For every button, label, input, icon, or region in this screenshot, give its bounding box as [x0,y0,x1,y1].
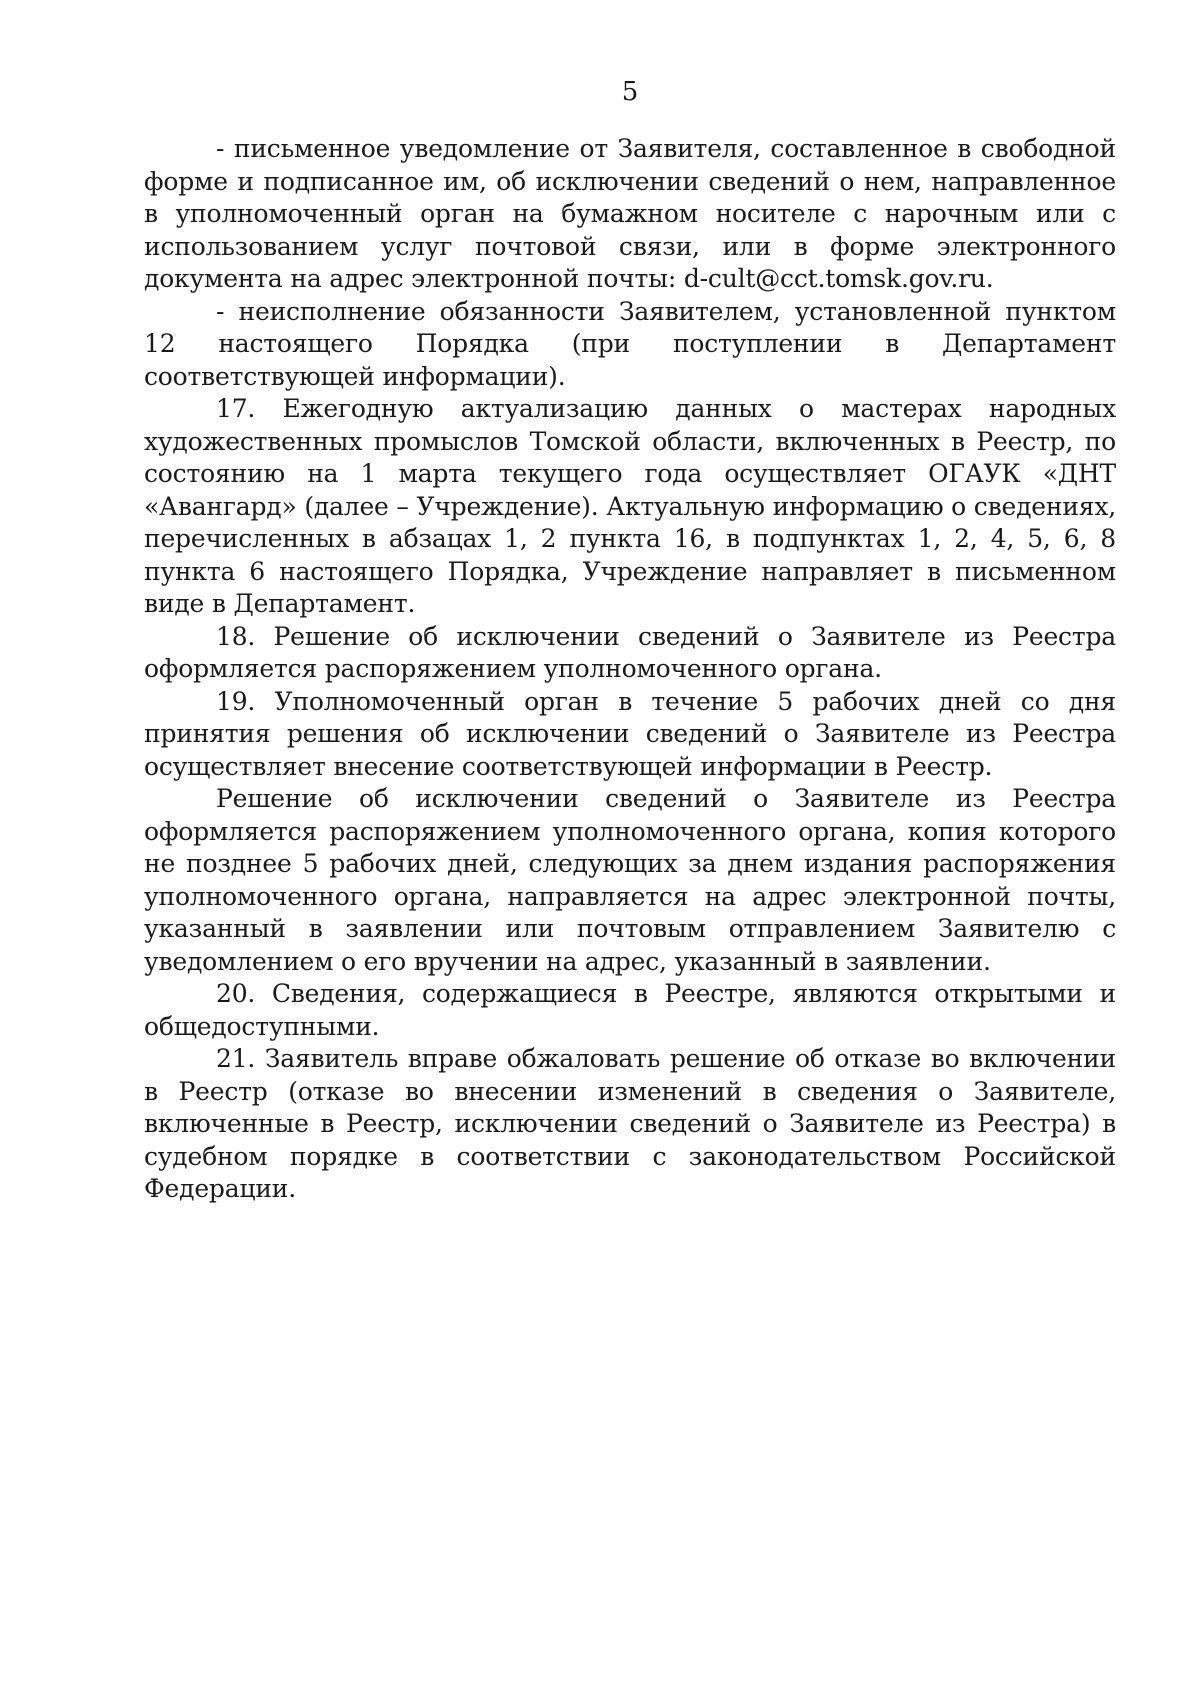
paragraph-decision-copy: Решение об исключении сведений о Заявителе из Реестра оформляется распоряжением уполномоченного органа, копия которого не позднее 5 рабочих дней, следующих за днем издания распоряжения уполномоченного органа, направляется на адрес электронной почты, указанный в заявлении или почтовым отправлением Заявителю с уведомлением о его вручении на адрес, указанный в заявлении. [144,784,1116,976]
page-number: 5 [621,77,639,107]
paragraph-written-notice: - письменное уведомление от Заявителя, составленное в свободной форме и подписанное им, об исключении сведений о нем, направленное в уполномоченный орган на бумажном носителе с нарочным или с использованием услуг почтовой связи, или в форме электронного документа на адрес электронной почты: d-cult@cct.tomsk.gov.ru. [144,134,1116,293]
paragraph-item-20: 20. Сведения, содержащиеся в Реестре, являются открытыми и общедоступными. [144,979,1116,1041]
paragraph-non-fulfillment: - неисполнение обязанности Заявителем, установленной пунктом 12 настоящего Порядка (при поступлении в Департамент соответствующей информации). [144,296,1116,391]
paragraph-item-17: 17. Ежегодную актуализацию данных о мастерах народных художественных промыслов Томской области, включенных в Реестр, по состоянию на 1 марта текущего года осуществляет ОГАУК «ДНТ «Авангард» (далее – Учреждение). Актуальную информацию о сведениях, перечисленных в абзацах 1, 2 пункта 16, в подпунктах 1, 2, 4, 5, 6, 8 пункта 6 настоящего Порядка, Учреждение направляет в письменном виде в Департамент. [144,394,1116,618]
paragraph-item-18: 18. Решение об исключении сведений о Заявителе из Реестра оформляется распоряжением уполномоченного органа. [144,621,1116,683]
paragraph-item-19: 19. Уполномоченный орган в течение 5 рабочих дней со дня принятия решения об исключении сведений о Заявителе из Реестра осуществляет внесение соответствующей информации в Реестр. [144,686,1116,781]
document-body [144,133,1116,1206]
paragraph-item-21: 21. Заявитель вправе обжаловать решение об отказе во включении в Реестр (отказе во внесении изменений в сведения о Заявителе, включенные в Реестр, исключении сведений о Заявителе из Реестра) в судебном порядке в соответствии с законодательством Российской Федерации. [144,1044,1116,1203]
